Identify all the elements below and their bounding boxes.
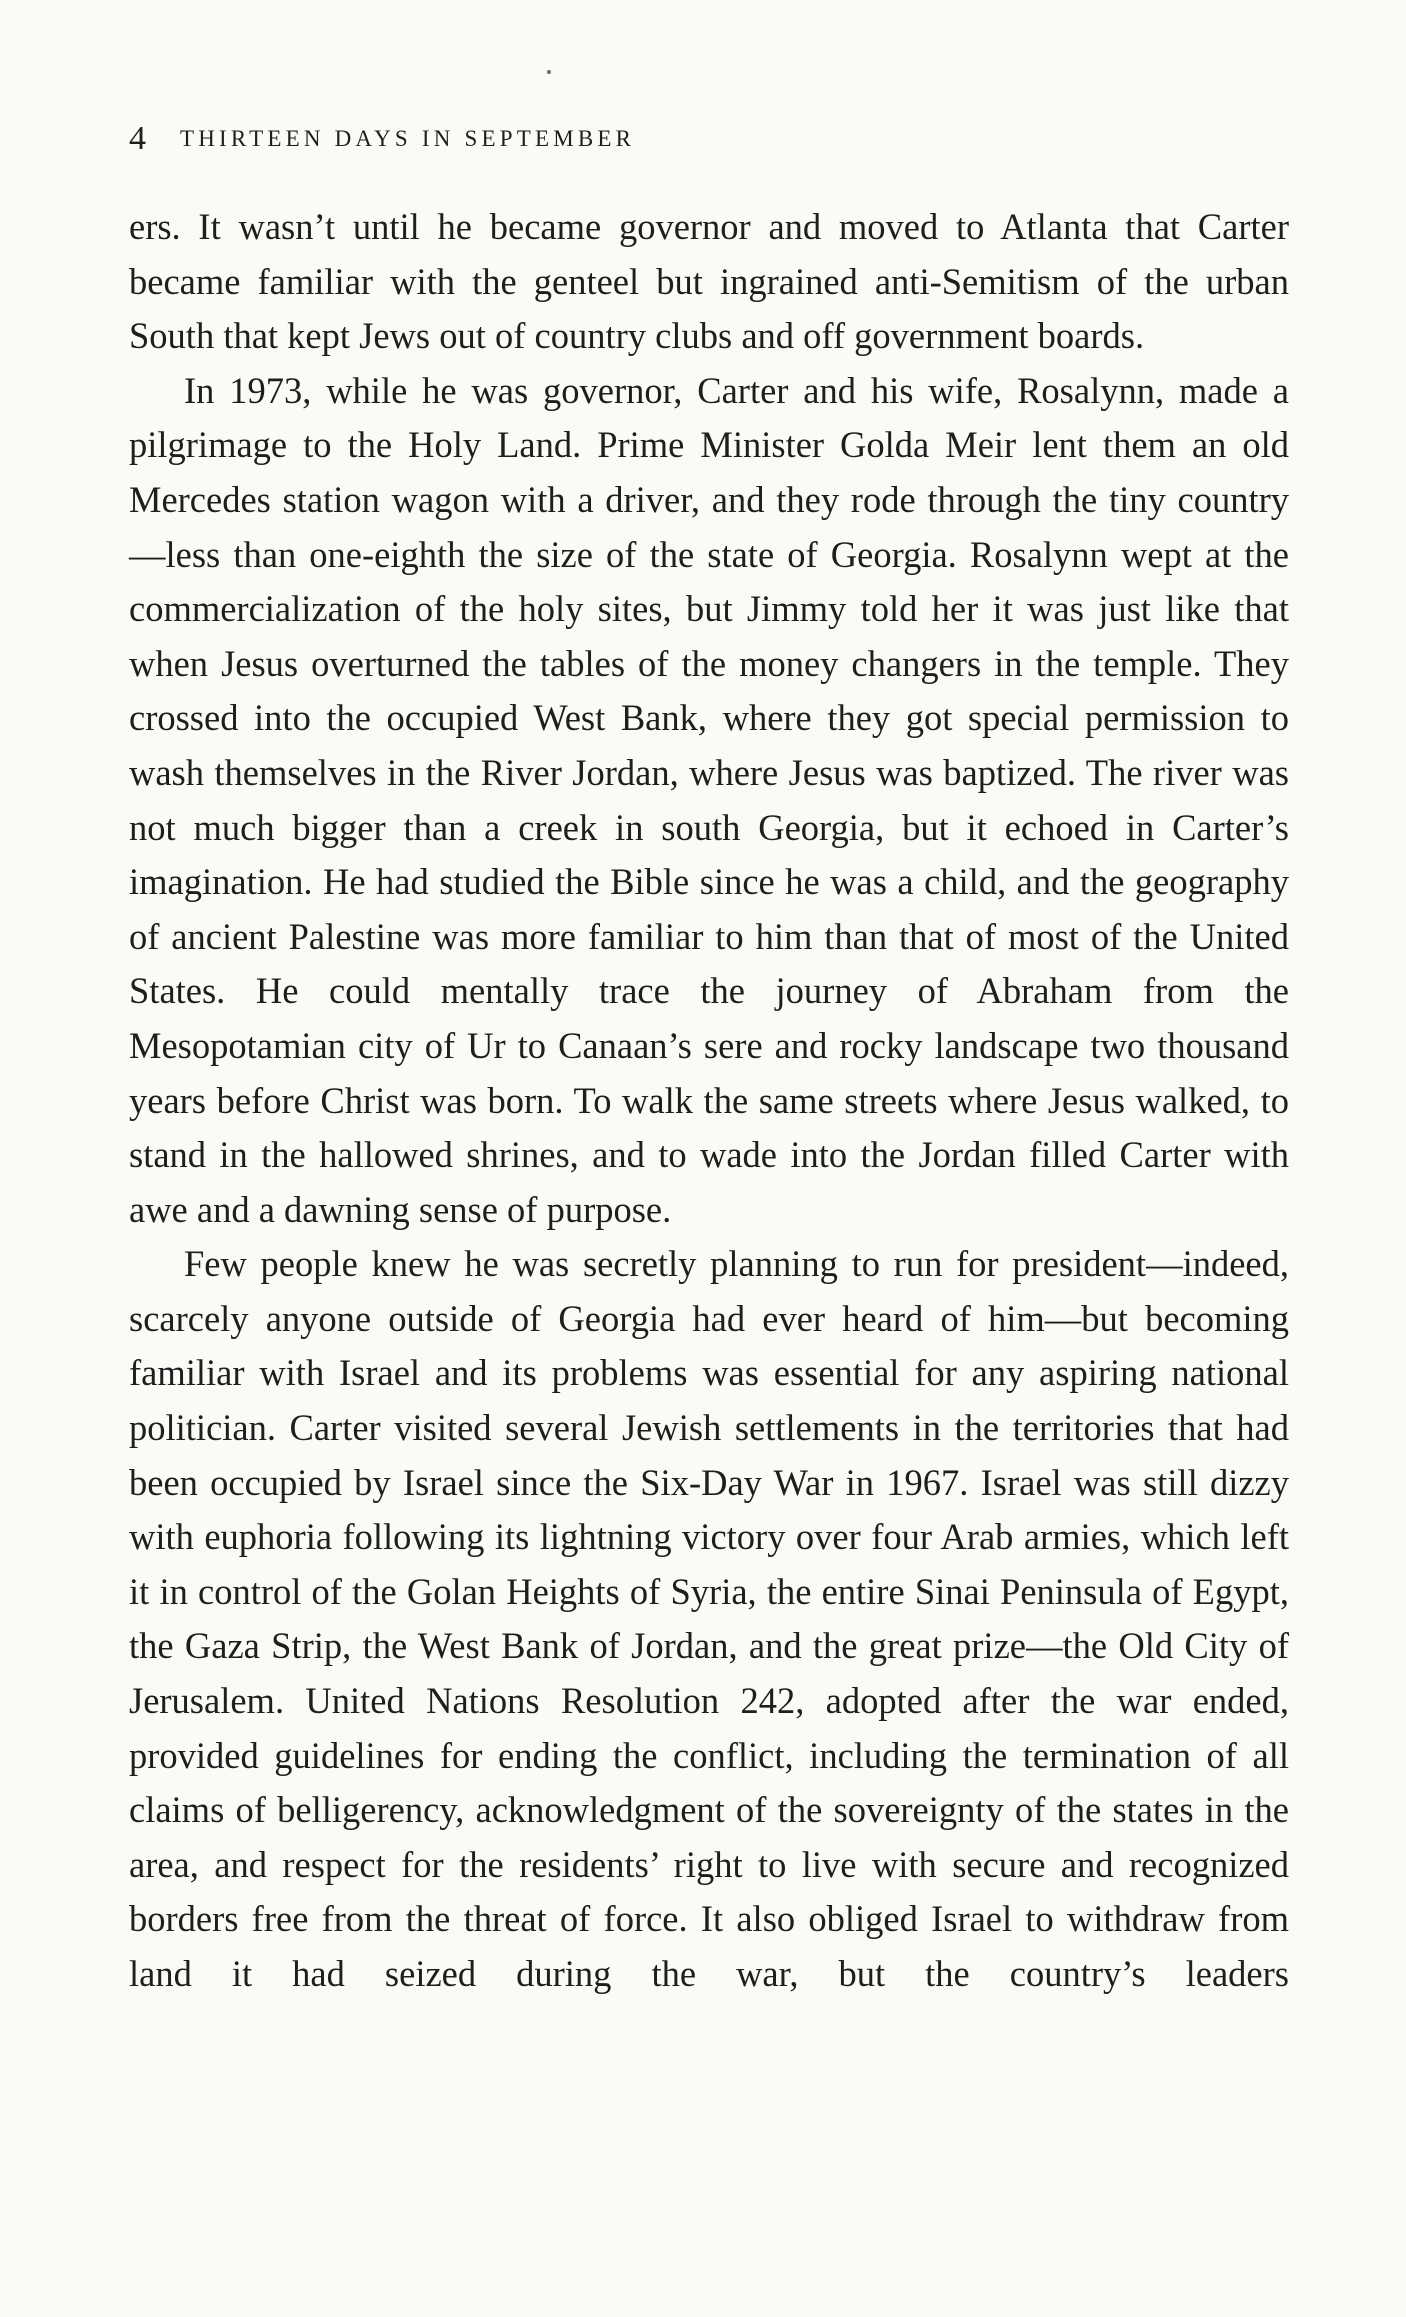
- paragraph-israel-politics: Few people knew he was secretly planning to run for president—indeed, scarcely anyone outside of Georgia had ever heard of him—but becoming familiar with Israel and its problems was essential for any aspiring national politician. Carter visited several Jewish settlements in the territories that had been occupied by Israel since the Six-Day War in 1967. Israel was still dizzy with euphoria following its lightning victory over four Arab armies, which left it in control of the Golan Heights of Syria, the entire Sinai Peninsula of Egypt, the Gaza Strip, the West Bank of Jordan, and the great prize—the Old City of Jerusalem. United Nations Resolution 242, adopted after the war ended, provided guidelines for ending the conflict, including the termination of all claims of belligerency, acknowledgment of the sovereignty of the states in the area, and respect for the residents’ right to live with secure and recognized borders free from the threat of force. It also obliged Israel to withdraw from land it had seized during the war, but the country’s leaders: [129, 1243, 1289, 1994]
- paragraph-continued: ers. It wasn’t until he became governor and moved to Atlanta that Carter became familiar with the genteel but ingrained anti-Semitism of the urban South that kept Jews out of country clubs and off government boards.: [129, 206, 1289, 357]
- running-head: [129, 117, 635, 161]
- paragraph-holy-land: In 1973, while he was governor, Carter and his wife, Rosalynn, made a pilgrimage to the Holy Land. Prime Minister Golda Meir lent them an old Mercedes station wagon with a driver, and they rode through the tiny country—less than one-eighth the size of the state of Georgia. Rosalynn wept at the commercialization of the holy sites, but Jimmy told her it was just like that when Jesus overturned the tables of the money changers in the temple. They crossed into the occupied West Bank, where they got special permission to wash themselves in the River Jordan, where Jesus was baptized. The river was not much bigger than a creek in south Georgia, but it echoed in Carter’s imagination. He had studied the Bible since he was a child, and the geography of ancient Palestine was more familiar to him than that of most of the United States. He could mentally trace the journey of Abraham from the Mesopotamian city of Ur to Canaan’s sere and rocky landscape two thousand years before Christ was born. To walk the same streets where Jesus walked, to stand in the hallowed shrines, and to wade into the Jordan filled Carter with awe and a dawning sense of purpose.: [129, 369, 1289, 1230]
- running-head-title: THIRTEEN DAYS IN SEPTEMBER: [180, 126, 636, 151]
- page-speck: [547, 70, 551, 74]
- page-number: 4: [129, 120, 146, 157]
- body-text: [129, 200, 1289, 2002]
